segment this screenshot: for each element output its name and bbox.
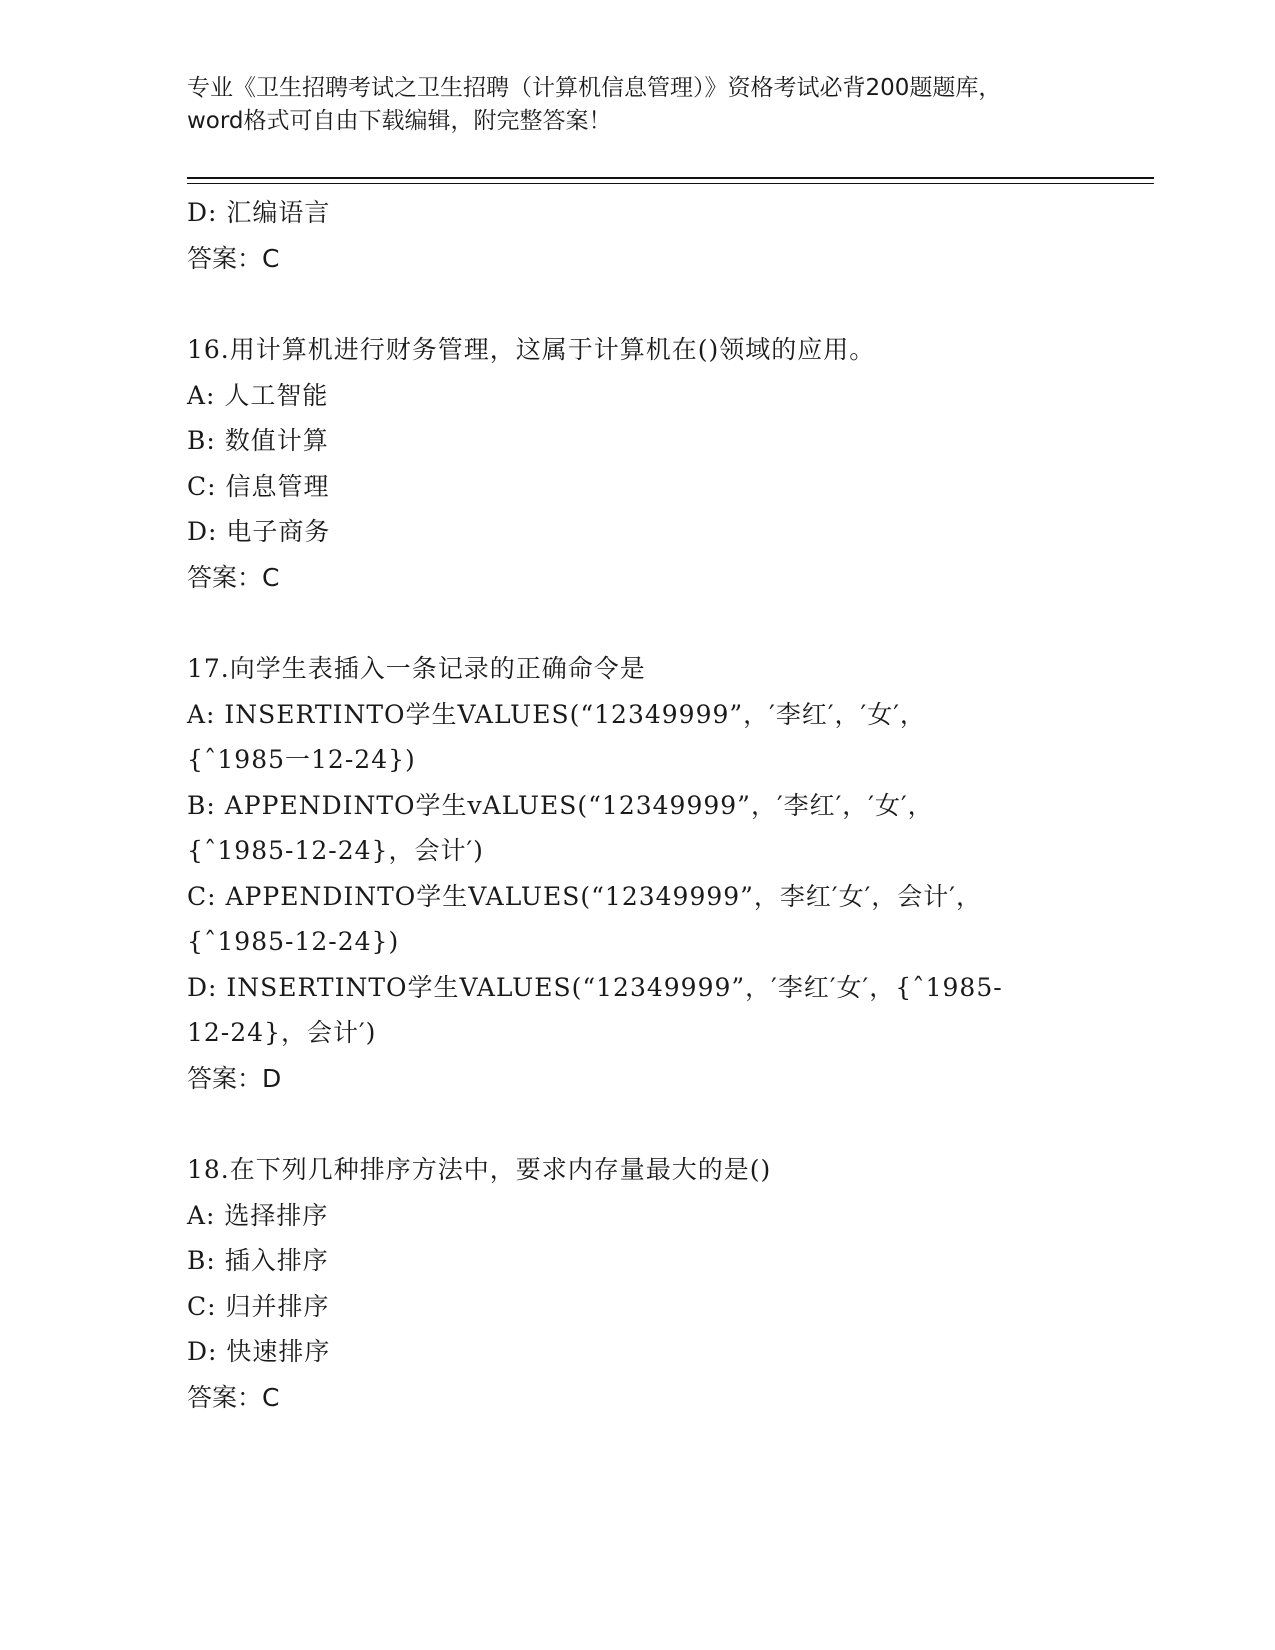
option-c: C: 归并排序 (187, 1291, 330, 1321)
question-text: 18.在下列几种排序方法中，要求内存量最大的是() (187, 1155, 772, 1184)
question-18 (187, 1147, 1107, 1420)
option-b: B: 数值计算 (187, 426, 329, 455)
option-d-line-2: 12-24}，会计′) (187, 1018, 377, 1047)
question-17 (187, 646, 1107, 1101)
header-line-2: word格式可自由下载编辑，附完整答案！ (187, 108, 612, 134)
option-a: A: 选择排序 (187, 1200, 329, 1230)
option-a-line-2: {ˆ1985一12-24}) (187, 745, 416, 774)
question-list (187, 190, 1107, 1420)
option-a: A: 人工智能 (187, 380, 329, 410)
option-b: B: 插入排序 (187, 1246, 329, 1275)
option-c-line-2: {ˆ1985-12-24}) (187, 927, 400, 956)
header-line-1: 专业《卫生招聘考试之卫生招聘（计算机信息管理）》资格考试必背200题题库， (187, 75, 1002, 101)
option-a-line-1: A: INSERTINTO学生VALUES(“12349999”，′李红′，′女′， (187, 699, 926, 729)
answer: 答案：C (187, 243, 280, 273)
header-rule-thin (187, 183, 1154, 184)
answer: 答案：C (187, 1382, 280, 1412)
option-c-line-1: C: APPENDINTO学生VALUES(“12349999”，李红′女′，会计′， (187, 881, 982, 911)
option-d-line-1: D: INSERTINTO学生VALUES(“12349999”，′李红′女′，{ˆ1985- (187, 972, 1003, 1002)
option-d: D: 快速排序 (187, 1337, 331, 1366)
option-d: D: 汇编语言 (187, 198, 331, 227)
question-text: 16.用计算机进行财务管理，这属于计算机在()领域的应用。 (187, 335, 876, 364)
question-text: 17.向学生表插入一条记录的正确命令是 (187, 654, 646, 683)
answer: 答案：C (187, 562, 280, 592)
option-b-line-1: B: APPENDINTO学生vALUES(“12349999”，′李红′，′女′， (187, 790, 934, 820)
document-header (187, 72, 1107, 138)
question-16 (187, 327, 1107, 600)
option-c: C: 信息管理 (187, 471, 330, 501)
header-rule-thick (187, 177, 1154, 179)
option-d: D: 电子商务 (187, 517, 331, 546)
option-b-line-2: {ˆ1985-12-24}，会计′) (187, 836, 484, 865)
answer: 答案：D (187, 1063, 282, 1093)
prev-question (187, 190, 1107, 281)
